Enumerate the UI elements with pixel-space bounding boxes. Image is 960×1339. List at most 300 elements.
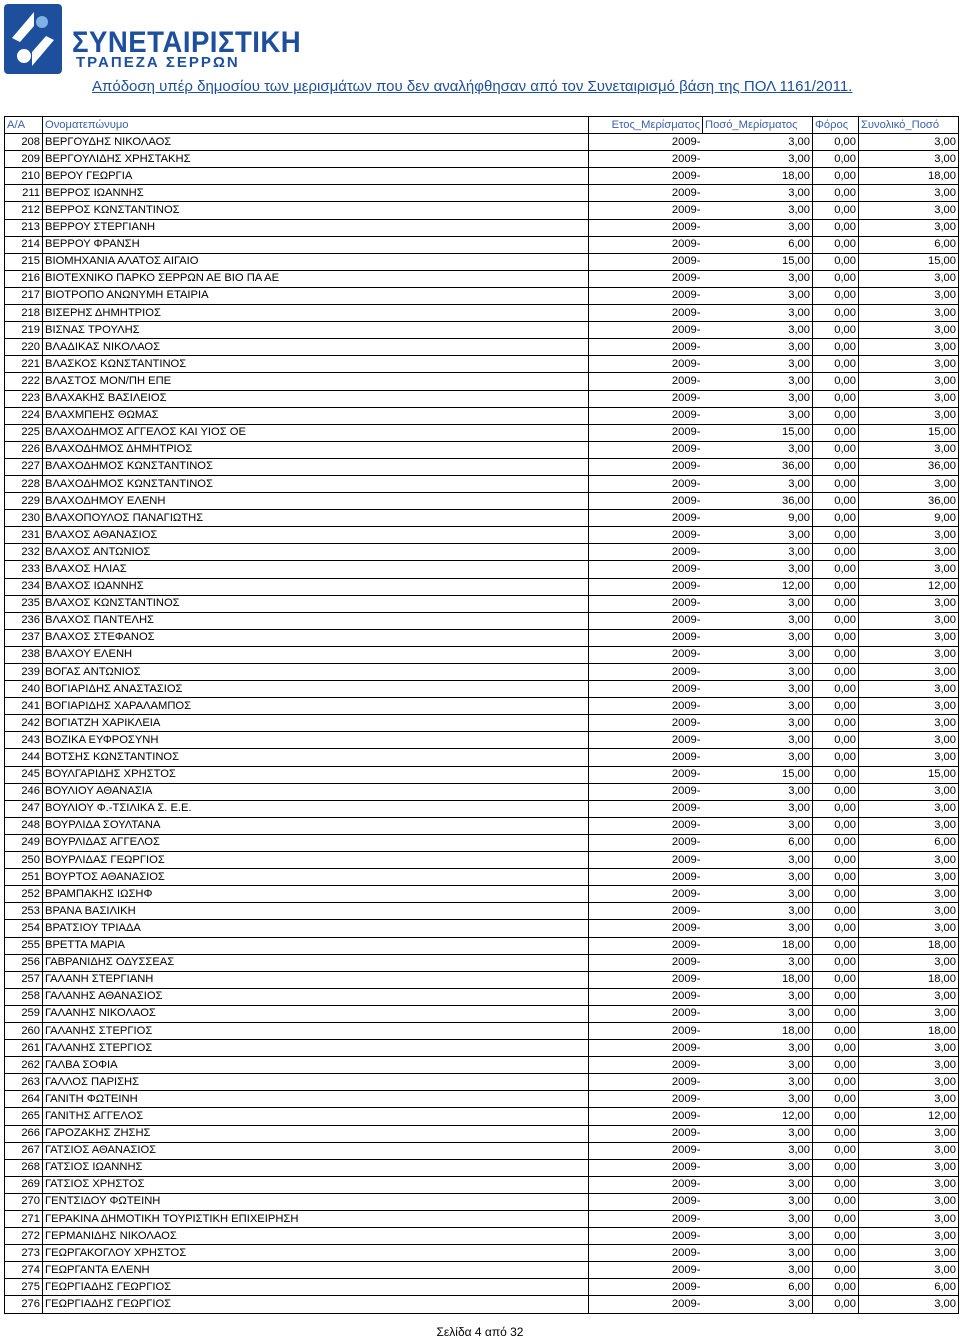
cell-total: 3,00 xyxy=(859,886,959,903)
cell-total: 3,00 xyxy=(859,664,959,681)
cell-name: ΒΛΑΧΟΣ ΑΘΑΝΑΣΙΟΣ xyxy=(43,527,589,544)
cell-total: 3,00 xyxy=(859,561,959,578)
cell-amount: 15,00 xyxy=(703,766,813,783)
cell-name: ΒΛΑΧΟΥ ΕΛΕΝΗ xyxy=(43,646,589,663)
cell-name: ΒΛΑΧΟΔΗΜΟΣ ΚΩΝΣΤΑΝΤΙΝΟΣ xyxy=(43,475,589,492)
cell-tax: 0,00 xyxy=(813,1074,859,1091)
cell-total: 3,00 xyxy=(859,988,959,1005)
cell-year: 2009- xyxy=(589,903,703,920)
table-row xyxy=(5,766,959,783)
cell-amount: 3,00 xyxy=(703,886,813,903)
cell-aa: 261 xyxy=(5,1040,43,1057)
cell-total: 3,00 xyxy=(859,527,959,544)
cell-name: ΒΟΥΛΓΑΡΙΔΗΣ ΧΡΗΣΤΟΣ xyxy=(43,766,589,783)
cell-tax: 0,00 xyxy=(813,458,859,475)
cell-year: 2009- xyxy=(589,373,703,390)
cell-tax: 0,00 xyxy=(813,1005,859,1022)
cell-name: ΒΟΥΡΛΙΔΑ ΣΟΥΛΤΑΝΑ xyxy=(43,817,589,834)
cell-year: 2009- xyxy=(589,544,703,561)
brand-title: ΣΥΝΕΤΑΙΡΙΣΤΙΚΗ xyxy=(72,26,302,59)
cell-aa: 235 xyxy=(5,595,43,612)
table-row xyxy=(5,1091,959,1108)
cell-name: ΒΕΡΡΟΣ ΚΩΝΣΤΑΝΤΙΝΟΣ xyxy=(43,202,589,219)
table-row xyxy=(5,390,959,407)
cell-tax: 0,00 xyxy=(813,766,859,783)
cell-year: 2009- xyxy=(589,168,703,185)
cell-total: 3,00 xyxy=(859,1057,959,1074)
cell-amount: 3,00 xyxy=(703,1074,813,1091)
cell-name: ΓΕΡΜΑΝΙΔΗΣ ΝΙΚΟΛΑΟΣ xyxy=(43,1228,589,1245)
table-row xyxy=(5,1159,959,1176)
table-row xyxy=(5,441,959,458)
cell-total: 3,00 xyxy=(859,800,959,817)
cell-aa: 232 xyxy=(5,544,43,561)
cell-amount: 3,00 xyxy=(703,732,813,749)
cell-amount: 3,00 xyxy=(703,305,813,322)
cell-aa: 227 xyxy=(5,458,43,475)
cell-amount: 9,00 xyxy=(703,510,813,527)
cell-amount: 6,00 xyxy=(703,236,813,253)
cell-name: ΒΟΓΙΑΡΙΔΗΣ ΧΑΡΑΛΑΜΠΟΣ xyxy=(43,698,589,715)
table-row xyxy=(5,561,959,578)
cell-tax: 0,00 xyxy=(813,578,859,595)
cell-amount: 3,00 xyxy=(703,219,813,236)
cell-aa: 208 xyxy=(5,134,43,151)
cell-total: 3,00 xyxy=(859,783,959,800)
cell-year: 2009- xyxy=(589,236,703,253)
cell-total: 3,00 xyxy=(859,629,959,646)
cell-name: ΒΙΟΤΕΧΝΙΚΟ ΠΑΡΚΟ ΣΕΡΡΩΝ ΑΕ ΒΙΟ ΠΑ ΑΕ xyxy=(43,270,589,287)
cell-tax: 0,00 xyxy=(813,475,859,492)
cell-amount: 15,00 xyxy=(703,253,813,270)
cell-name: ΒΡΑΜΠΑΚΗΣ ΙΩΣΗΦ xyxy=(43,886,589,903)
cell-amount: 36,00 xyxy=(703,493,813,510)
cell-year: 2009- xyxy=(589,869,703,886)
cell-amount: 3,00 xyxy=(703,817,813,834)
table-row xyxy=(5,1057,959,1074)
cell-name: ΓΑΤΣΙΟΣ ΙΩΑΝΝΗΣ xyxy=(43,1159,589,1176)
cell-amount: 3,00 xyxy=(703,698,813,715)
cell-tax: 0,00 xyxy=(813,544,859,561)
cell-tax: 0,00 xyxy=(813,732,859,749)
cell-year: 2009- xyxy=(589,578,703,595)
cell-name: ΒΛΑΧΟΔΗΜΟΥ ΕΛΕΝΗ xyxy=(43,493,589,510)
col-header-name: Ονοματεπώνυμο xyxy=(43,117,589,134)
cell-tax: 0,00 xyxy=(813,527,859,544)
cell-tax: 0,00 xyxy=(813,1228,859,1245)
cell-year: 2009- xyxy=(589,1022,703,1039)
cell-aa: 213 xyxy=(5,219,43,236)
cell-tax: 0,00 xyxy=(813,373,859,390)
table-row xyxy=(5,1040,959,1057)
page-number: Σελίδα 4 από 32 xyxy=(436,1325,524,1339)
cell-aa: 230 xyxy=(5,510,43,527)
cell-name: ΓΕΩΡΓΙΑΔΗΣ ΓΕΩΡΓΙΟΣ xyxy=(43,1279,589,1296)
cell-tax: 0,00 xyxy=(813,629,859,646)
cell-year: 2009- xyxy=(589,1040,703,1057)
cell-total: 3,00 xyxy=(859,1176,959,1193)
cell-total: 3,00 xyxy=(859,1142,959,1159)
table-row xyxy=(5,219,959,236)
cell-tax: 0,00 xyxy=(813,236,859,253)
table-row xyxy=(5,1005,959,1022)
cell-aa: 271 xyxy=(5,1211,43,1228)
cell-aa: 252 xyxy=(5,886,43,903)
cell-amount: 3,00 xyxy=(703,202,813,219)
table-row xyxy=(5,783,959,800)
cell-name: ΓΑΒΡΑΝΙΔΗΣ ΟΔΥΣΣΕΑΣ xyxy=(43,954,589,971)
cell-amount: 3,00 xyxy=(703,1228,813,1245)
cell-total: 3,00 xyxy=(859,1193,959,1210)
cell-aa: 268 xyxy=(5,1159,43,1176)
cell-aa: 211 xyxy=(5,185,43,202)
cell-name: ΒΕΡΓΟΥΛΙΔΗΣ ΧΡΗΣΤΑΚΗΣ xyxy=(43,151,589,168)
cell-aa: 229 xyxy=(5,493,43,510)
table-row xyxy=(5,1022,959,1039)
cell-amount: 3,00 xyxy=(703,954,813,971)
cell-aa: 214 xyxy=(5,236,43,253)
cell-amount: 3,00 xyxy=(703,544,813,561)
cell-aa: 209 xyxy=(5,151,43,168)
cell-amount: 12,00 xyxy=(703,1108,813,1125)
cell-aa: 234 xyxy=(5,578,43,595)
cell-total: 3,00 xyxy=(859,305,959,322)
cell-name: ΒΕΡΡΟΥ ΣΤΕΡΓΙΑΝΗ xyxy=(43,219,589,236)
table-row xyxy=(5,578,959,595)
cell-aa: 224 xyxy=(5,407,43,424)
cell-tax: 0,00 xyxy=(813,886,859,903)
cell-tax: 0,00 xyxy=(813,1279,859,1296)
cell-tax: 0,00 xyxy=(813,287,859,304)
cell-aa: 239 xyxy=(5,664,43,681)
cell-year: 2009- xyxy=(589,646,703,663)
cell-year: 2009- xyxy=(589,475,703,492)
cell-amount: 3,00 xyxy=(703,869,813,886)
cell-year: 2009- xyxy=(589,287,703,304)
cell-tax: 0,00 xyxy=(813,1108,859,1125)
cell-name: ΒΡΑΝΑ ΒΑΣΙΛΙΚΗ xyxy=(43,903,589,920)
cell-tax: 0,00 xyxy=(813,920,859,937)
table-row xyxy=(5,834,959,851)
cell-year: 2009- xyxy=(589,732,703,749)
cell-year: 2009- xyxy=(589,1159,703,1176)
cell-amount: 18,00 xyxy=(703,1022,813,1039)
cell-tax: 0,00 xyxy=(813,715,859,732)
cell-year: 2009- xyxy=(589,424,703,441)
cell-tax: 0,00 xyxy=(813,219,859,236)
cell-amount: 3,00 xyxy=(703,1245,813,1262)
cell-tax: 0,00 xyxy=(813,903,859,920)
cell-tax: 0,00 xyxy=(813,1245,859,1262)
cell-aa: 255 xyxy=(5,937,43,954)
cell-year: 2009- xyxy=(589,151,703,168)
cell-name: ΓΕΩΡΓΑΝΤΑ ΕΛΕΝΗ xyxy=(43,1262,589,1279)
cell-year: 2009- xyxy=(589,219,703,236)
cell-year: 2009- xyxy=(589,629,703,646)
cell-year: 2009- xyxy=(589,834,703,851)
cell-amount: 3,00 xyxy=(703,407,813,424)
cell-year: 2009- xyxy=(589,886,703,903)
cell-tax: 0,00 xyxy=(813,664,859,681)
cell-aa: 257 xyxy=(5,971,43,988)
cell-total: 3,00 xyxy=(859,441,959,458)
cell-total: 3,00 xyxy=(859,151,959,168)
cell-amount: 18,00 xyxy=(703,937,813,954)
cell-aa: 249 xyxy=(5,834,43,851)
cell-amount: 3,00 xyxy=(703,629,813,646)
cell-aa: 259 xyxy=(5,1005,43,1022)
cell-total: 6,00 xyxy=(859,834,959,851)
cell-tax: 0,00 xyxy=(813,800,859,817)
cell-amount: 3,00 xyxy=(703,612,813,629)
cell-aa: 236 xyxy=(5,612,43,629)
cell-year: 2009- xyxy=(589,971,703,988)
cell-aa: 270 xyxy=(5,1193,43,1210)
table-row xyxy=(5,954,959,971)
cell-amount: 3,00 xyxy=(703,373,813,390)
cell-tax: 0,00 xyxy=(813,185,859,202)
cell-aa: 212 xyxy=(5,202,43,219)
table-row xyxy=(5,1211,959,1228)
cell-total: 3,00 xyxy=(859,612,959,629)
cell-total: 3,00 xyxy=(859,1091,959,1108)
cell-name: ΒΛΑΧΟΔΗΜΟΣ ΚΩΝΣΤΑΝΤΙΝΟΣ xyxy=(43,458,589,475)
table-row xyxy=(5,544,959,561)
cell-year: 2009- xyxy=(589,1245,703,1262)
cell-tax: 0,00 xyxy=(813,390,859,407)
cell-year: 2009- xyxy=(589,493,703,510)
cell-name: ΒΡΕΤΤΑ ΜΑΡΙΑ xyxy=(43,937,589,954)
bank-logo-icon xyxy=(4,4,62,74)
table-row xyxy=(5,1228,959,1245)
cell-name: ΒΛΑΧΟΣ ΗΛΙΑΣ xyxy=(43,561,589,578)
cell-amount: 3,00 xyxy=(703,287,813,304)
cell-tax: 0,00 xyxy=(813,937,859,954)
table-row xyxy=(5,1108,959,1125)
cell-amount: 3,00 xyxy=(703,475,813,492)
table-row xyxy=(5,1125,959,1142)
cell-aa: 237 xyxy=(5,629,43,646)
cell-amount: 3,00 xyxy=(703,749,813,766)
cell-tax: 0,00 xyxy=(813,151,859,168)
cell-tax: 0,00 xyxy=(813,954,859,971)
table-header-row xyxy=(5,117,959,134)
cell-year: 2009- xyxy=(589,1074,703,1091)
cell-aa: 265 xyxy=(5,1108,43,1125)
cell-year: 2009- xyxy=(589,1279,703,1296)
cell-tax: 0,00 xyxy=(813,817,859,834)
col-header-tax: Φόρος xyxy=(813,117,859,134)
cell-amount: 3,00 xyxy=(703,988,813,1005)
cell-name: ΒΕΡΟΥ ΓΕΩΡΓΙΑ xyxy=(43,168,589,185)
table-row xyxy=(5,715,959,732)
table-row xyxy=(5,988,959,1005)
cell-tax: 0,00 xyxy=(813,305,859,322)
cell-aa: 223 xyxy=(5,390,43,407)
cell-total: 3,00 xyxy=(859,646,959,663)
table-row xyxy=(5,681,959,698)
cell-amount: 3,00 xyxy=(703,920,813,937)
cell-name: ΒΟΥΛΙΟΥ ΑΘΑΝΑΣΙΑ xyxy=(43,783,589,800)
cell-name: ΓΑΛΛΟΣ ΠΑΡΙΣΗΣ xyxy=(43,1074,589,1091)
cell-name: ΓΑΝΙΤΗ ΦΩΤΕΙΝΗ xyxy=(43,1091,589,1108)
cell-total: 3,00 xyxy=(859,1159,959,1176)
cell-total: 3,00 xyxy=(859,1245,959,1262)
table-row xyxy=(5,629,959,646)
cell-aa: 210 xyxy=(5,168,43,185)
cell-amount: 18,00 xyxy=(703,168,813,185)
table-row xyxy=(5,1142,959,1159)
cell-year: 2009- xyxy=(589,937,703,954)
cell-year: 2009- xyxy=(589,954,703,971)
cell-amount: 3,00 xyxy=(703,1142,813,1159)
table-row xyxy=(5,134,959,151)
cell-total: 3,00 xyxy=(859,1296,959,1313)
cell-aa: 219 xyxy=(5,322,43,339)
cell-total: 18,00 xyxy=(859,1022,959,1039)
cell-total: 3,00 xyxy=(859,595,959,612)
cell-tax: 0,00 xyxy=(813,339,859,356)
cell-total: 3,00 xyxy=(859,475,959,492)
table-row xyxy=(5,920,959,937)
col-header-amount: Ποσό_Μερίσματος xyxy=(703,117,813,134)
cell-total: 3,00 xyxy=(859,698,959,715)
cell-total: 15,00 xyxy=(859,424,959,441)
table-row xyxy=(5,185,959,202)
cell-year: 2009- xyxy=(589,253,703,270)
cell-aa: 221 xyxy=(5,356,43,373)
table-row xyxy=(5,852,959,869)
cell-tax: 0,00 xyxy=(813,1125,859,1142)
brand-subtitle: ΤΡΑΠΕΖΑ ΣΕΡΡΩΝ xyxy=(76,54,240,71)
cell-total: 9,00 xyxy=(859,510,959,527)
cell-total: 6,00 xyxy=(859,1279,959,1296)
table-row xyxy=(5,356,959,373)
cell-tax: 0,00 xyxy=(813,595,859,612)
cell-total: 3,00 xyxy=(859,1074,959,1091)
cell-name: ΒΕΡΓΟΥΔΗΣ ΝΙΚΟΛΑΟΣ xyxy=(43,134,589,151)
cell-aa: 276 xyxy=(5,1296,43,1313)
cell-tax: 0,00 xyxy=(813,783,859,800)
cell-name: ΒΟΥΡΛΙΔΑΣ ΓΕΩΡΓΙΟΣ xyxy=(43,852,589,869)
cell-name: ΒΟΥΡΤΟΣ ΑΘΑΝΑΣΙΟΣ xyxy=(43,869,589,886)
cell-total: 3,00 xyxy=(859,869,959,886)
cell-total: 3,00 xyxy=(859,1228,959,1245)
cell-tax: 0,00 xyxy=(813,852,859,869)
cell-name: ΒΟΤΣΗΣ ΚΩΝΣΤΑΝΤΙΝΟΣ xyxy=(43,749,589,766)
cell-aa: 262 xyxy=(5,1057,43,1074)
cell-year: 2009- xyxy=(589,561,703,578)
cell-total: 36,00 xyxy=(859,493,959,510)
cell-year: 2009- xyxy=(589,458,703,475)
cell-name: ΒΡΑΤΣΙΟΥ ΤΡΙΑΔΑ xyxy=(43,920,589,937)
cell-aa: 264 xyxy=(5,1091,43,1108)
cell-total: 3,00 xyxy=(859,339,959,356)
cell-total: 3,00 xyxy=(859,852,959,869)
cell-total: 3,00 xyxy=(859,322,959,339)
cell-tax: 0,00 xyxy=(813,510,859,527)
table-row xyxy=(5,202,959,219)
cell-total: 3,00 xyxy=(859,407,959,424)
cell-amount: 3,00 xyxy=(703,800,813,817)
cell-name: ΒΛΑΧΟΣ ΑΝΤΩΝΙΟΣ xyxy=(43,544,589,561)
table-row xyxy=(5,732,959,749)
cell-tax: 0,00 xyxy=(813,698,859,715)
cell-total: 3,00 xyxy=(859,287,959,304)
cell-amount: 15,00 xyxy=(703,424,813,441)
cell-tax: 0,00 xyxy=(813,1296,859,1313)
cell-amount: 3,00 xyxy=(703,1005,813,1022)
cell-tax: 0,00 xyxy=(813,407,859,424)
cell-aa: 263 xyxy=(5,1074,43,1091)
cell-tax: 0,00 xyxy=(813,971,859,988)
cell-amount: 3,00 xyxy=(703,561,813,578)
cell-total: 3,00 xyxy=(859,1262,959,1279)
cell-name: ΓΕΝΤΣΙΔΟΥ ΦΩΤΕΙΝΗ xyxy=(43,1193,589,1210)
cell-year: 2009- xyxy=(589,134,703,151)
cell-tax: 0,00 xyxy=(813,1142,859,1159)
cell-year: 2009- xyxy=(589,1005,703,1022)
table-row xyxy=(5,800,959,817)
cell-tax: 0,00 xyxy=(813,561,859,578)
cell-total: 3,00 xyxy=(859,732,959,749)
cell-name: ΒΟΓΑΣ ΑΝΤΩΝΙΟΣ xyxy=(43,664,589,681)
cell-name: ΒΛΑΧΟΠΟΥΛΟΣ ΠΑΝΑΓΙΩΤΗΣ xyxy=(43,510,589,527)
cell-total: 3,00 xyxy=(859,817,959,834)
cell-year: 2009- xyxy=(589,390,703,407)
cell-year: 2009- xyxy=(589,681,703,698)
cell-total: 3,00 xyxy=(859,219,959,236)
cell-tax: 0,00 xyxy=(813,1193,859,1210)
table-row xyxy=(5,817,959,834)
cell-amount: 3,00 xyxy=(703,270,813,287)
cell-year: 2009- xyxy=(589,800,703,817)
table-row xyxy=(5,903,959,920)
cell-total: 15,00 xyxy=(859,766,959,783)
cell-total: 3,00 xyxy=(859,270,959,287)
cell-amount: 3,00 xyxy=(703,1057,813,1074)
cell-amount: 3,00 xyxy=(703,783,813,800)
cell-aa: 215 xyxy=(5,253,43,270)
table-row xyxy=(5,937,959,954)
cell-tax: 0,00 xyxy=(813,749,859,766)
table-row xyxy=(5,236,959,253)
cell-amount: 3,00 xyxy=(703,852,813,869)
cell-year: 2009- xyxy=(589,1211,703,1228)
cell-aa: 246 xyxy=(5,783,43,800)
cell-amount: 3,00 xyxy=(703,134,813,151)
table-row xyxy=(5,1245,959,1262)
cell-aa: 228 xyxy=(5,475,43,492)
cell-aa: 273 xyxy=(5,1245,43,1262)
cell-name: ΒΛΑΔΙΚΑΣ ΝΙΚΟΛΑΟΣ xyxy=(43,339,589,356)
cell-aa: 251 xyxy=(5,869,43,886)
cell-year: 2009- xyxy=(589,783,703,800)
cell-name: ΒΕΡΡΟΣ ΙΩΑΝΝΗΣ xyxy=(43,185,589,202)
cell-tax: 0,00 xyxy=(813,253,859,270)
table-row xyxy=(5,287,959,304)
cell-tax: 0,00 xyxy=(813,1159,859,1176)
cell-aa: 254 xyxy=(5,920,43,937)
cell-aa: 241 xyxy=(5,698,43,715)
cell-year: 2009- xyxy=(589,1108,703,1125)
cell-tax: 0,00 xyxy=(813,612,859,629)
table-row xyxy=(5,664,959,681)
cell-amount: 3,00 xyxy=(703,681,813,698)
cell-year: 2009- xyxy=(589,852,703,869)
cell-year: 2009- xyxy=(589,1091,703,1108)
cell-amount: 3,00 xyxy=(703,441,813,458)
